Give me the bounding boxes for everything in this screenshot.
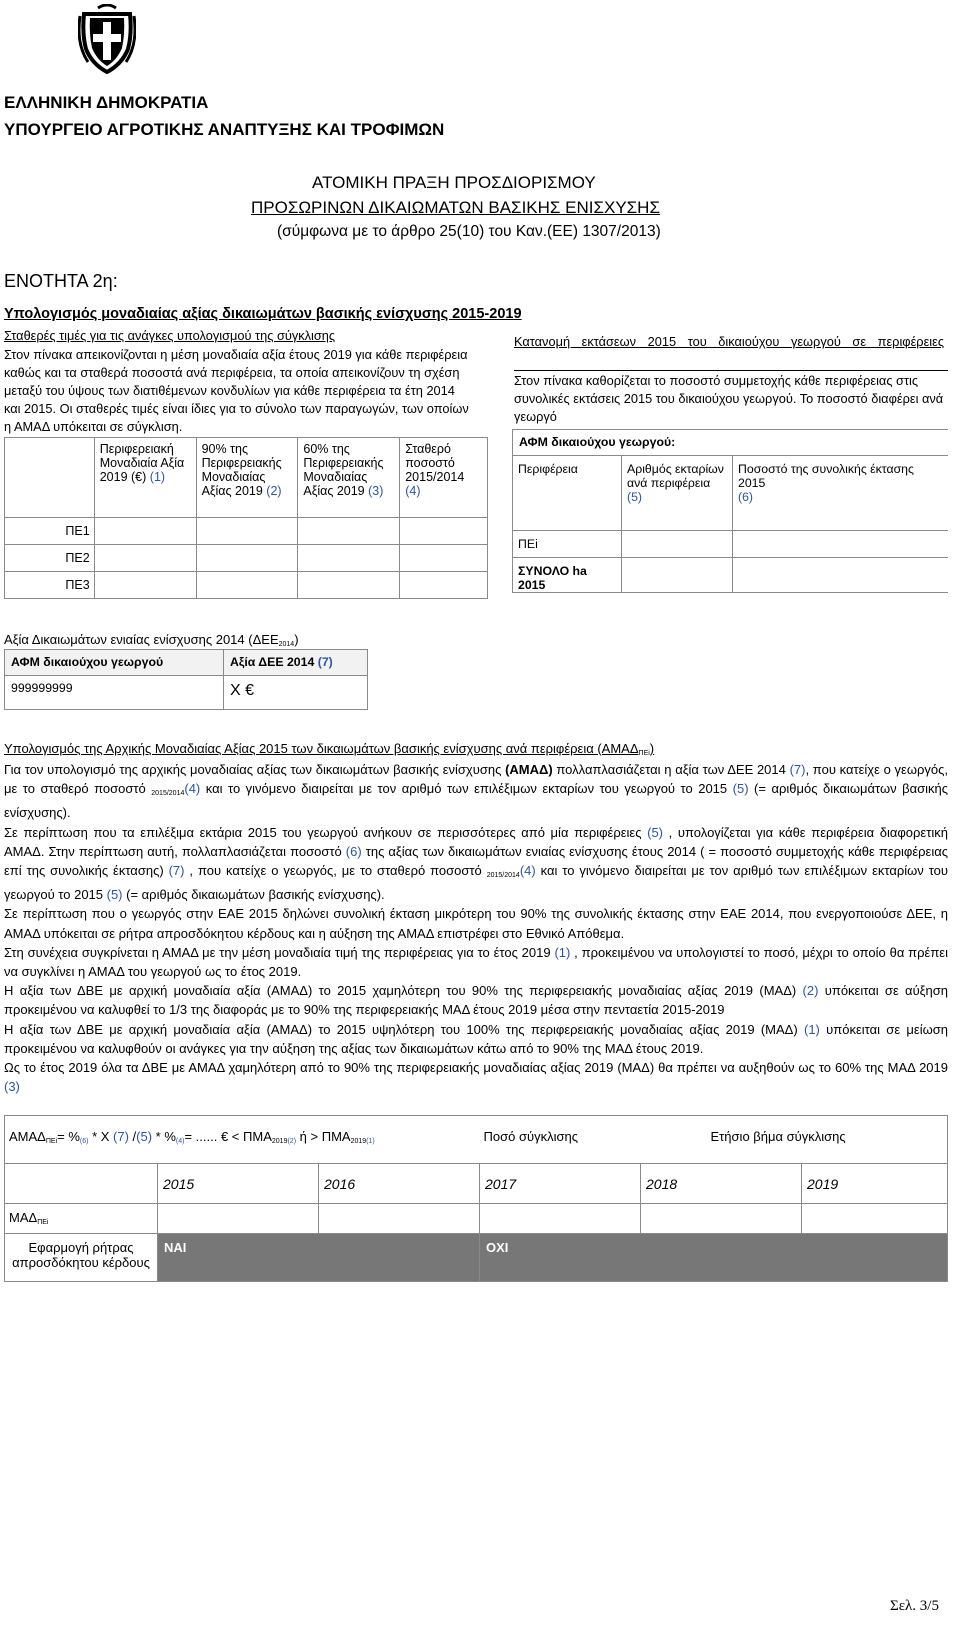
- right-description: Στον πίνακα καθορίζεται το ποσοστό συμμετοχής κάθε περιφέρειας στις συνολικές εκτάσεις 2015 του δικαιούχου γεωργού. Το ποσοστό διαφέρει ανά γεωργό: [514, 373, 944, 424]
- calc-paragraph: Η αξία των ΔΒΕ με αρχική μοναδιαία αξία (ΑΜΑΔ) το 2015 χαμηλότερη του 90% της περιφερειακής μοναδιαίας αξίας 2019 (ΜΑΔ) (2) υπόκειται σε αύξηση προκειμένου να καλυφθεί το 1/3 της διαφοράς με το 90% της περιφερειακής ΜΑΔ έτους 2019 μέσα στην πενταετία 2015-2019: [4, 983, 948, 1018]
- col-percentage: Ποσοστό της συνολικής έκτασης 2015 (6): [733, 456, 949, 531]
- table-row: [5, 1234, 948, 1282]
- page-number: Σελ. 3/5: [890, 1598, 939, 1614]
- calc-body: [4, 760, 948, 1096]
- calc-paragraph: Ως το έτος 2019 όλα τα ΔΒΕ με ΑΜΑΔ χαμηλότερη από το 90% της περιφερειακής μοναδιαίας αξίας 2019 (ΜΑΔ) θα πρέπει να αυξηθούν ως το 60% της ΜΑΔ 2019 (3): [4, 1060, 948, 1095]
- yes-cell: ΝΑΙ: [158, 1234, 480, 1282]
- year-cell: 2019: [802, 1164, 948, 1204]
- table-row: [513, 531, 949, 558]
- table-row: [5, 545, 488, 572]
- col-dee-value: Αξία ΔΕΕ 2014 (7): [224, 650, 368, 676]
- header-cell: Περιφερειακή Μοναδιαία Αξία 2019 (€) (1): [94, 438, 196, 518]
- year-cell: 2016: [319, 1164, 480, 1204]
- table-row: [513, 558, 949, 593]
- regional-values-table: [4, 437, 488, 599]
- dee-table: [4, 649, 368, 710]
- table-row: [5, 518, 488, 545]
- org-name: ΕΛΛΗΝΙΚΗ ΔΗΜΟΚΡΑΤΙΑ: [4, 93, 209, 112]
- year-cell: 2018: [641, 1164, 802, 1204]
- col-region: Περιφέρεια: [513, 456, 622, 531]
- header-cell: Σταθερό ποσοστό 2015/2014 (4): [400, 438, 488, 518]
- doc-title-line2: ΠΡΟΣΩΡΙΝΩΝ ΔΙΚΑΙΩΜΑΤΩΝ ΒΑΣΙΚΗΣ ΕΝΙΣΧΥΣΗΣ: [251, 198, 660, 217]
- row-label: ΠΕ2: [5, 545, 95, 572]
- windfall-clause-label: Εφαρμογή ρήτρας απροσδόκητου κέρδους: [5, 1234, 158, 1282]
- afm-label: ΑΦΜ δικαιούχου γεωργού:: [513, 430, 949, 456]
- left-section-title: Υπολογισμός μοναδιαίας αξίας δικαιωμάτων βασικής ενίσχυσης 2015-2019: [4, 306, 522, 322]
- calc-paragraph: Σε περίπτωση που ο γεωργός στην ΕΑΕ 2015 δηλώνει συνολική έκταση μικρότερη του 90% της συνολικής έκτασης στην ΕΑΕ 2014, που ενεργοποιούσε ΔΕΕ, η ΑΜΑΔ υπόκειται σε ρήτρα απροσδόκητου κέρδους και η αύξηση της ΑΜΑΔ επιστρέφει στο Εθνικό Απόθεμα.: [4, 906, 948, 941]
- convergence-amount-label: Ποσό σύγκλισης: [480, 1116, 641, 1164]
- calc-paragraph: Για τον υπολογισμό της αρχικής μοναδιαίας αξίας των δικαιωμάτων βασικής ενίσχυσης (ΑΜΑΔ) πολλαπλασιάζεται η αξία των ΔΕΕ 2014 (7), που κατείχε ο γεωργός, με το σταθερό ποσοστό $_{2015/2014}$(4) και το γινόμενο διαιρείται με τον αριθμό των επιλέξιμων εκταρίων του γεωργού το 2015 (5) (= αριθμός δικαιωμάτων βασικής ενίσχυσης).: [4, 762, 949, 821]
- left-description: Στον πίνακα απεικονίζονται η μέση μοναδιαία αξία έτους 2019 για κάθε περιφέρεια καθώς και τα σταθερά ποσοστά ανά περιφέρεια, τα οποία απεικονίζουν τη σχέση μεταξύ του ύψους των διατιθέμενων κονδυλίων για κάθε περιφέρεια τα έτη 2014 και 2015. Οι σταθερές τιμές είναι ίδιες για το σύνολο των παραγωγών, των οποίων η ΑΜΑΔ υπόκειται σε σύγκλιση.: [4, 347, 469, 434]
- no-cell: ΟΧΙ: [480, 1234, 948, 1282]
- left-subtitle: Σταθερές τιμές για τις ανάγκες υπολογισμού της σύγκλισης: [4, 328, 336, 343]
- national-emblem-icon: [78, 4, 136, 74]
- header-cell: 60% της Περιφερειακής Μοναδιαίας Αξίας 2019 (3): [298, 438, 400, 518]
- dee-value: Χ €: [224, 676, 368, 710]
- amad-formula: $AMA\Delta_{\Pi Ei}= \%_{(6)} * X$ (7) $/(5) * \%_{(4)}=$ ...... € < $\Pi MA_{2019(2)}$ $ή > \Pi MA_{2019(1)}$: [5, 1116, 480, 1164]
- section-label: ΕΝΟΤΗΤΑ 2η:: [4, 271, 118, 291]
- col-hectares: Αριθμός εκταρίων ανά περιφέρεια (5): [622, 456, 733, 531]
- area-distribution-table: [512, 429, 948, 593]
- calc-paragraph: Σε περίπτωση που τα επιλέξιμα εκτάρια 2015 του γεωργού ανήκουν σε περισσότερες από μία περιφέρειες (5) , υπολογίζεται για κάθε περιφέρεια διαφορετική ΑΜΑΔ. Στην περίπτωση αυτή, πολλαπλασιάζεται ποσοστό (6) της αξίας των δικαιωμάτων ενιαίας ενίσχυσης έτους 2014 ( = ποσοστό συμμετοχής κάθε περιφέρειας επί της συνολικής έκτασης) (7) , που κατείχε ο γεωργός, με το σταθερό ποσοστό $_{2015/2014}$(4) και το γινόμενο διαιρείται με τον αριθμό των επιλέξιμων εκταρίων του γεωργού το 2015 (5) (= αριθμός δικαιωμάτων βασικής ενίσχυσης).: [4, 824, 948, 903]
- calc-title: Υπολογισμός της Αρχικής Μοναδιαίας Αξίας 2015 των δικαιωμάτων βασικής ενίσχυσης ανά περιφέρεια $(AMA\Delta_{\Pi Ei})$: [4, 741, 655, 757]
- calc-paragraph: Η αξία των ΔΒΕ με αρχική μοναδιαία αξία (ΑΜΑΔ) το 2015 υψηλότερη του 100% της περιφερειακής μοναδιαίας αξίας 2019 (ΜΑΔ) (1) υπόκειται σε μείωση προκειμένου να καλυφθούν οι ανάγκες για την αύξηση της αξίας των δικαιωμάτων κάτω από το 90% της ΜΑΔ έτους 2019.: [4, 1021, 948, 1056]
- amad-label: $MA\Delta_{\Pi Ei}$: [5, 1204, 158, 1234]
- table-row: [5, 572, 488, 599]
- doc-title-line3: (σύμφωνα με το άρθρο 25(10) του Καν.(ΕΕ) 1307/2013): [277, 223, 661, 240]
- table-row: [5, 676, 368, 710]
- row-label: ΠΕ1: [5, 518, 95, 545]
- year-cell: 2015: [158, 1164, 319, 1204]
- col-afm: ΑΦΜ δικαιούχου γεωργού: [5, 650, 224, 676]
- table-row: [5, 1204, 948, 1234]
- total-label: ΣΥΝΟΛΟ ha 2015: [513, 558, 622, 593]
- ministry-name: ΥΠΟΥΡΓΕΙΟ ΑΓΡΟΤΙΚΗΣ ΑΝΑΠΤΥΞΗΣ ΚΑΙ ΤΡΟΦΙΜΩΝ: [4, 120, 445, 139]
- header-cell: 90% της Περιφερειακής Μοναδιαίας Αξίας 2019 (2): [196, 438, 298, 518]
- convergence-table: [4, 1115, 948, 1282]
- row-label: ΠΕ3: [5, 572, 95, 599]
- afm-value: 999999999: [5, 676, 224, 710]
- dee-title: Αξία Δικαιωμάτων ενιαίας ενίσχυσης 2014 $(\Delta EE_{2014})$: [4, 632, 299, 648]
- right-section-title: Κατανομή εκτάσεων 2015 του δικαιούχου γεωργού σε περιφέρειες: [514, 334, 944, 349]
- year-cell: 2017: [480, 1164, 641, 1204]
- calc-paragraph: Στη συνέχεια συγκρίνεται η ΑΜΑΔ με την μέση μοναδιαία τιμή της περιφέρειας για το έτος 2019 (1) , προκειμένου να υπολογιστεί το ποσό, μέχρι το οποίο θα πρέπει να συγκλίνει η ΑΜΑΔ του γεωργού ως το έτος 2019.: [4, 944, 948, 980]
- row-label: ΠΕi: [513, 531, 622, 558]
- doc-title-line1: ΑΤΟΜΙΚΗ ΠΡΑΞΗ ΠΡΟΣΔΙΟΡΙΣΜΟΥ: [312, 173, 596, 192]
- annual-step-label: Ετήσιο βήμα σύγκλισης: [641, 1116, 948, 1164]
- title-rule: [514, 370, 948, 371]
